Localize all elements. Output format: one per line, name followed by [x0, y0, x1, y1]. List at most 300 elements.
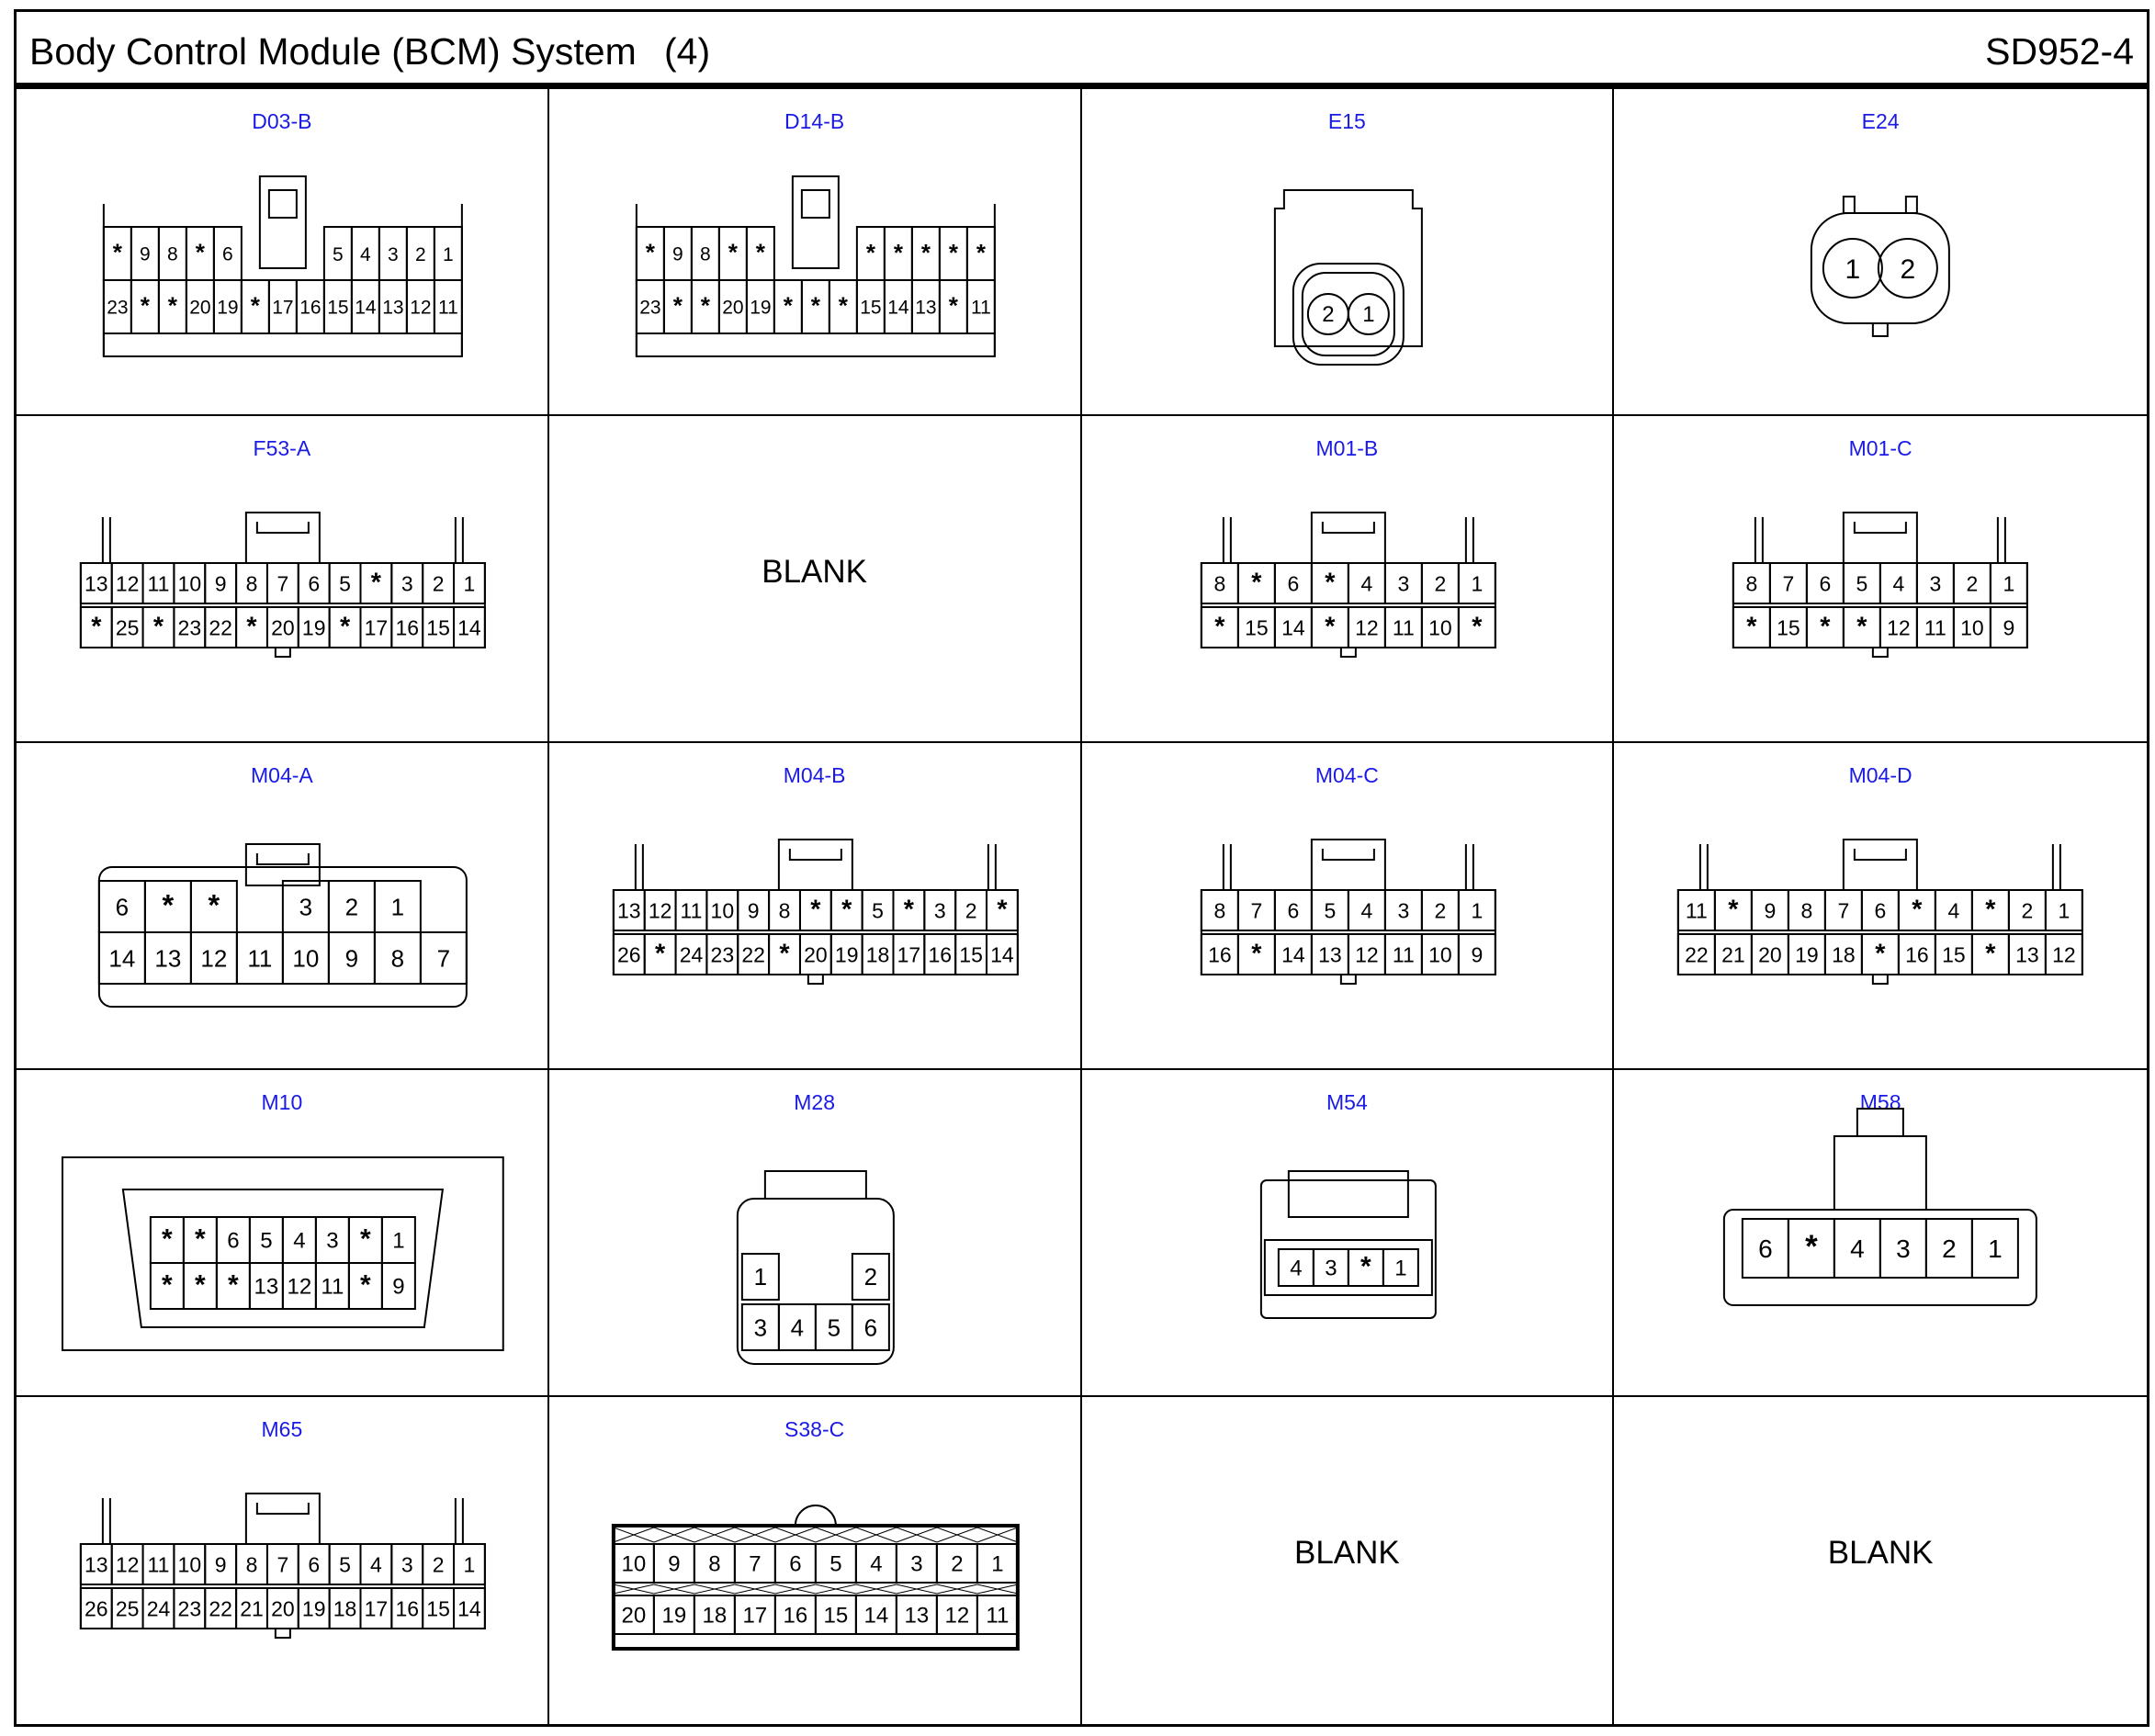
page-header: [17, 12, 2147, 89]
pin-blank-marker: *: [728, 238, 738, 266]
pin-number: 18: [1832, 942, 1856, 967]
pin-blank-marker: *: [672, 291, 683, 320]
pin-number: 13: [616, 898, 641, 923]
pin-number: 1: [1470, 571, 1483, 596]
pin-number: 24: [679, 942, 704, 967]
pin-number: 19: [301, 615, 326, 640]
pin-number: 19: [301, 1596, 326, 1621]
pin-number: 5: [260, 1228, 273, 1254]
pin-number: 6: [308, 1552, 321, 1577]
connector-label: E24: [1861, 109, 1900, 133]
pin-blank-marker: *: [167, 291, 177, 320]
pin-blank-marker: *: [948, 291, 958, 320]
connector-cell: [1082, 89, 1615, 416]
pin-blank-marker: *: [360, 1223, 371, 1255]
pin-number: 3: [1896, 1234, 1911, 1264]
pin-blank-marker: *: [1805, 1229, 1818, 1266]
pin-number: 8: [1213, 898, 1225, 923]
pin-number: 15: [859, 297, 882, 319]
connector-label: M54: [1326, 1090, 1368, 1114]
pin-number: 2: [965, 898, 977, 923]
pin-number: 12: [944, 1603, 969, 1629]
pin-number: 4: [1360, 571, 1372, 596]
pin-number: 26: [85, 1596, 108, 1621]
pin-number: 13: [914, 297, 937, 319]
pin-number: 6: [788, 1551, 802, 1577]
pin-blank-marker: *: [195, 238, 205, 266]
pin-number: 25: [115, 1596, 140, 1621]
pin-number: 9: [214, 1552, 227, 1577]
connector-cell: [549, 1070, 1082, 1397]
connector-label: S38-C: [784, 1417, 845, 1441]
pin-blank-marker: *: [162, 888, 175, 922]
pin-number: 1: [463, 571, 476, 596]
pin-number: 15: [959, 942, 983, 967]
pin-number: 7: [748, 1551, 762, 1577]
pin-blank-marker: *: [948, 239, 958, 266]
pin-number: 24: [146, 1596, 171, 1621]
pin-blank-marker: *: [810, 291, 820, 320]
pin-number: 14: [863, 1603, 888, 1629]
pin-blank-marker: *: [228, 1269, 239, 1301]
pin-number: 10: [177, 1552, 202, 1577]
pin-number: 16: [395, 615, 420, 640]
pin-number: 12: [648, 898, 672, 923]
pin-blank-marker: *: [654, 939, 665, 969]
pin-number: 5: [827, 1313, 841, 1342]
pin-number: 2: [432, 571, 445, 596]
pin-number: 2: [2021, 898, 2034, 923]
pin-blank-marker: *: [1985, 895, 1996, 925]
pin-number: 2: [1942, 1234, 1957, 1264]
pin-number: 22: [209, 1596, 232, 1621]
pin-blank-marker: *: [779, 939, 790, 969]
pin-number: 2: [344, 893, 359, 921]
pin-number: 9: [2003, 615, 2015, 640]
pin-number: 14: [1281, 942, 1305, 967]
pin-number: 3: [909, 1551, 923, 1577]
pin-number: 7: [1249, 898, 1262, 923]
pin-number: 8: [167, 243, 178, 265]
pin-number: 2: [1433, 898, 1446, 923]
pin-number: 3: [401, 1552, 413, 1577]
pin-number: 14: [457, 615, 481, 640]
pin-number: 16: [783, 1603, 807, 1629]
connector-face: [1614, 416, 2147, 743]
pin-number: 11: [247, 944, 273, 973]
blank-cell: [1614, 1397, 2147, 1724]
pin-number: 9: [671, 243, 683, 265]
pin-number: 11: [970, 297, 991, 319]
pin-number: 19: [217, 297, 239, 319]
pin-number: 11: [147, 1552, 170, 1577]
pin-number: 20: [1758, 942, 1782, 967]
pin-blank-marker: *: [920, 239, 931, 266]
pin-number: 9: [747, 898, 760, 923]
pin-number: 8: [390, 944, 405, 973]
pin-number: 4: [370, 1552, 382, 1577]
pin-number: 9: [392, 1274, 405, 1300]
pin-blank-marker: *: [865, 239, 875, 266]
pin-number: 9: [140, 243, 151, 265]
pin-number: 5: [829, 1551, 842, 1577]
connector-face: [17, 743, 549, 1070]
pin-number: 13: [154, 944, 182, 973]
pin-number: 1: [443, 244, 454, 265]
pin-number: 1: [2058, 898, 2070, 923]
pin-number: 4: [1850, 1234, 1865, 1264]
pin-blank-marker: *: [195, 1223, 206, 1255]
pin-number: 7: [436, 944, 451, 973]
pin-number: 13: [85, 571, 108, 596]
pin-number: 19: [834, 942, 859, 967]
connector-cell: [549, 1397, 1082, 1724]
pin-number: 3: [388, 244, 399, 265]
pin-number: 16: [928, 942, 952, 967]
connector-cell: [1082, 743, 1615, 1070]
pin-number: 2: [863, 1263, 877, 1291]
pin-number: 4: [1289, 1256, 1303, 1281]
connector-cell: [549, 89, 1082, 416]
pin-blank-marker: *: [339, 612, 351, 642]
pin-number: 22: [209, 615, 232, 640]
pin-number: 7: [1782, 571, 1795, 596]
pin-blank-marker: *: [1856, 612, 1867, 642]
pin-number: 20: [189, 297, 211, 319]
connector-face: [1082, 1070, 1615, 1397]
pin-number: 23: [177, 615, 202, 640]
pin-blank-marker: *: [370, 568, 382, 598]
pin-number: 2: [1321, 302, 1335, 327]
connector-face: [1614, 89, 2147, 416]
pin-blank-marker: *: [783, 291, 793, 320]
pin-number: 20: [803, 942, 828, 967]
pin-number: 3: [933, 898, 946, 923]
blank-label: BLANK: [762, 554, 868, 590]
pin-number: 1: [390, 893, 405, 921]
pin-number: 6: [227, 1228, 240, 1254]
pin-number: 6: [1819, 571, 1832, 596]
pin-number: 9: [1764, 898, 1777, 923]
pin-blank-marker: *: [152, 612, 164, 642]
pin-number: 22: [1685, 942, 1709, 967]
connector-label: M04-A: [251, 763, 313, 787]
pin-number: 15: [426, 1596, 450, 1621]
pin-number: 5: [333, 244, 344, 265]
pin-number: 17: [364, 1596, 389, 1621]
pin-number: 12: [287, 1274, 312, 1300]
connector-cell: [1082, 1070, 1615, 1397]
diagram-sheet: [14, 9, 2149, 1727]
connector-label: M58: [1859, 1090, 1901, 1114]
pin-number: 17: [364, 615, 389, 640]
connector-face: [17, 416, 549, 743]
pin-number: 4: [1892, 571, 1905, 596]
pin-number: 7: [276, 1552, 289, 1577]
connector-face: [17, 89, 549, 416]
pin-number: 16: [395, 1596, 420, 1621]
pin-blank-marker: *: [208, 888, 220, 922]
pin-blank-marker: *: [140, 291, 150, 320]
connector-cell: [17, 89, 549, 416]
pin-blank-marker: *: [91, 612, 102, 642]
pin-number: 5: [1323, 898, 1336, 923]
pin-blank-marker: *: [1250, 939, 1261, 969]
pin-number: 3: [1929, 571, 1942, 596]
pin-number: 9: [214, 571, 227, 596]
pin-number: 26: [616, 942, 641, 967]
pin-number: 14: [886, 297, 909, 319]
connector-cell: [1614, 416, 2147, 743]
pin-number: 1: [2003, 571, 2015, 596]
pin-blank-marker: *: [755, 238, 765, 266]
pin-number: 16: [299, 297, 322, 319]
connector-face: [17, 1397, 549, 1724]
pin-blank-marker: *: [997, 895, 1008, 925]
pin-blank-marker: *: [1746, 612, 1757, 642]
pin-number: 10: [1427, 615, 1452, 640]
pin-number: 18: [865, 942, 890, 967]
page-code: SD952-4: [1985, 30, 2134, 73]
pin-number: 23: [177, 1596, 202, 1621]
pin-number: 8: [1800, 898, 1813, 923]
connector-cell: [1614, 1070, 2147, 1397]
pin-number: 4: [360, 244, 371, 265]
pin-blank-marker: *: [893, 239, 903, 266]
pin-blank-marker: *: [903, 895, 914, 925]
connector-label: M01-B: [1315, 436, 1379, 460]
pin-blank-marker: *: [645, 238, 655, 266]
connector-label: M01-C: [1848, 436, 1912, 460]
pin-number: 10: [1427, 942, 1452, 967]
pin-number: 1: [1470, 898, 1483, 923]
pin-number: 6: [308, 571, 321, 596]
pin-number: 6: [222, 243, 233, 265]
pin-number: 1: [1845, 254, 1861, 285]
pin-blank-marker: *: [162, 1223, 173, 1255]
pin-number: 2: [1900, 254, 1916, 285]
pin-number: 11: [680, 898, 703, 923]
pin-number: 15: [426, 615, 450, 640]
pin-number: 4: [293, 1228, 306, 1254]
pin-blank-marker: *: [360, 1269, 371, 1301]
pin-blank-marker: *: [1324, 568, 1335, 598]
pin-number: 12: [1887, 615, 1911, 640]
pin-blank-marker: *: [810, 895, 821, 925]
pin-number: 8: [699, 243, 711, 265]
connector-label: M10: [261, 1090, 303, 1114]
blank-label: BLANK: [1293, 1535, 1400, 1571]
pin-number: 13: [1317, 942, 1342, 967]
pin-number: 6: [1286, 898, 1299, 923]
pin-number: 2: [432, 1552, 445, 1577]
connector-face: [1082, 89, 1615, 416]
pin-number: 4: [869, 1551, 883, 1577]
pin-number: 1: [990, 1551, 1004, 1577]
pin-number: 11: [1686, 898, 1709, 923]
pin-number: 1: [1361, 302, 1375, 327]
pin-blank-marker: *: [1324, 612, 1335, 642]
pin-number: 16: [1207, 942, 1232, 967]
pin-number: 8: [778, 898, 791, 923]
connector-label: M28: [794, 1090, 835, 1114]
connector-cell: [17, 1070, 549, 1397]
pin-number: 4: [1947, 898, 1960, 923]
pin-number: 17: [742, 1603, 767, 1629]
pin-number: 6: [1758, 1234, 1773, 1264]
pin-blank-marker: *: [1250, 568, 1261, 598]
pin-number: 13: [382, 297, 404, 319]
pin-number: 10: [710, 898, 734, 923]
pin-number: 14: [989, 942, 1014, 967]
pin-number: 12: [1354, 942, 1379, 967]
pin-number: 1: [463, 1552, 476, 1577]
pin-number: 3: [1396, 898, 1409, 923]
pin-number: 9: [667, 1551, 681, 1577]
pin-number: 9: [344, 944, 359, 973]
pin-number: 9: [1470, 942, 1483, 967]
page-title: Body Control Module (BCM) System: [29, 30, 637, 73]
pin-number: 8: [1213, 571, 1225, 596]
pin-number: 16: [1905, 942, 1929, 967]
pin-number: 3: [401, 571, 413, 596]
pin-number: 8: [245, 1552, 258, 1577]
pin-number: 13: [2015, 942, 2039, 967]
pin-number: 1: [753, 1263, 767, 1291]
pin-number: 15: [1942, 942, 1966, 967]
connector-label: E15: [1327, 109, 1366, 133]
blank-label: BLANK: [1827, 1535, 1934, 1571]
pin-blank-marker: *: [1360, 1251, 1371, 1282]
connector-label: D03-B: [252, 109, 312, 133]
connector-cell: [1614, 89, 2147, 416]
pin-number: 8: [1745, 571, 1758, 596]
pin-number: 14: [1281, 615, 1305, 640]
connector-face: [1614, 743, 2147, 1070]
connector-face: [549, 743, 1082, 1070]
pin-number: 20: [721, 297, 744, 319]
pin-number: 6: [1286, 571, 1299, 596]
pin-number: 6: [863, 1313, 877, 1342]
pin-number: 5: [1856, 571, 1868, 596]
pin-number: 18: [702, 1603, 727, 1629]
pin-number: 11: [147, 571, 170, 596]
pin-number: 13: [85, 1552, 108, 1577]
pin-number: 10: [621, 1551, 646, 1577]
pin-number: 14: [457, 1596, 481, 1621]
pin-number: 23: [107, 297, 129, 319]
pin-number: 2: [1966, 571, 1979, 596]
pin-number: 17: [897, 942, 920, 967]
connector-cell: [17, 416, 549, 743]
pin-blank-marker: *: [1875, 939, 1886, 969]
pin-number: 10: [177, 571, 202, 596]
pin-number: 12: [200, 944, 228, 973]
connector-cell: [17, 743, 549, 1070]
pin-number: 1: [1988, 1234, 2003, 1264]
connector-face: [549, 1397, 1082, 1724]
pin-blank-marker: *: [976, 239, 986, 266]
pin-number: 3: [1396, 571, 1409, 596]
pin-number: 19: [661, 1603, 686, 1629]
pin-number: 13: [904, 1603, 929, 1629]
pin-number: 18: [333, 1596, 357, 1621]
connector-label: D14-B: [784, 109, 845, 133]
pin-number: 11: [1392, 615, 1415, 640]
pin-blank-marker: *: [250, 291, 260, 320]
pin-blank-marker: *: [112, 238, 122, 266]
pin-number: 23: [710, 942, 734, 967]
pin-number: 23: [638, 297, 661, 319]
pin-number: 3: [753, 1313, 767, 1342]
pin-blank-marker: *: [1912, 895, 1923, 925]
pin-number: 11: [1392, 942, 1415, 967]
pin-number: 2: [950, 1551, 964, 1577]
blank-cell: [549, 416, 1082, 743]
pin-number: 1: [392, 1228, 405, 1254]
pin-number: 21: [240, 1596, 264, 1621]
connector-grid: [17, 89, 2147, 1724]
pin-blank-marker: *: [700, 291, 710, 320]
pin-number: 19: [1795, 942, 1819, 967]
pin-number: 20: [271, 1596, 295, 1621]
pin-number: 20: [621, 1603, 646, 1629]
connector-cell: [17, 1397, 549, 1724]
pin-number: 22: [741, 942, 765, 967]
pin-number: 2: [1433, 571, 1446, 596]
connector-face: [1614, 1070, 2147, 1397]
connector-face: [1082, 416, 1615, 743]
pin-blank-marker: *: [838, 291, 848, 320]
connector-label: F53-A: [253, 436, 311, 460]
pin-number: 21: [1721, 942, 1745, 967]
blank-cell: [1082, 1397, 1615, 1724]
connector-face: [1082, 743, 1615, 1070]
connector-cell: [549, 743, 1082, 1070]
connector-cell: [1082, 416, 1615, 743]
pin-number: 5: [871, 898, 884, 923]
pin-number: 10: [1960, 615, 1984, 640]
pin-number: 3: [1324, 1256, 1337, 1281]
pin-number: 25: [115, 615, 140, 640]
pin-blank-marker: *: [841, 895, 852, 925]
pin-number: 15: [823, 1603, 848, 1629]
pin-blank-marker: *: [1728, 895, 1739, 925]
pin-blank-marker: *: [1471, 612, 1482, 642]
pin-number: 6: [115, 893, 130, 921]
pin-number: 19: [749, 297, 772, 319]
pin-number: 3: [299, 893, 313, 921]
pin-number: 12: [2052, 942, 2076, 967]
pin-blank-marker: *: [195, 1269, 206, 1301]
pin-number: 15: [1777, 615, 1800, 640]
connector-cell: [1614, 743, 2147, 1070]
pin-number: 5: [339, 571, 351, 596]
pin-number: 4: [1360, 898, 1372, 923]
connector-label: M65: [261, 1417, 303, 1441]
pin-number: 8: [707, 1551, 721, 1577]
pin-number: 12: [115, 1552, 140, 1577]
pin-number: 1: [1393, 1256, 1407, 1281]
connector-label: M04-C: [1314, 763, 1379, 787]
pin-number: 11: [437, 297, 458, 319]
connector-face: [549, 1070, 1082, 1397]
pin-blank-marker: *: [246, 612, 257, 642]
pin-number: 11: [986, 1603, 1010, 1629]
pin-number: 12: [410, 297, 432, 319]
connector-face: [17, 1070, 549, 1397]
pin-blank-marker: *: [1820, 612, 1831, 642]
